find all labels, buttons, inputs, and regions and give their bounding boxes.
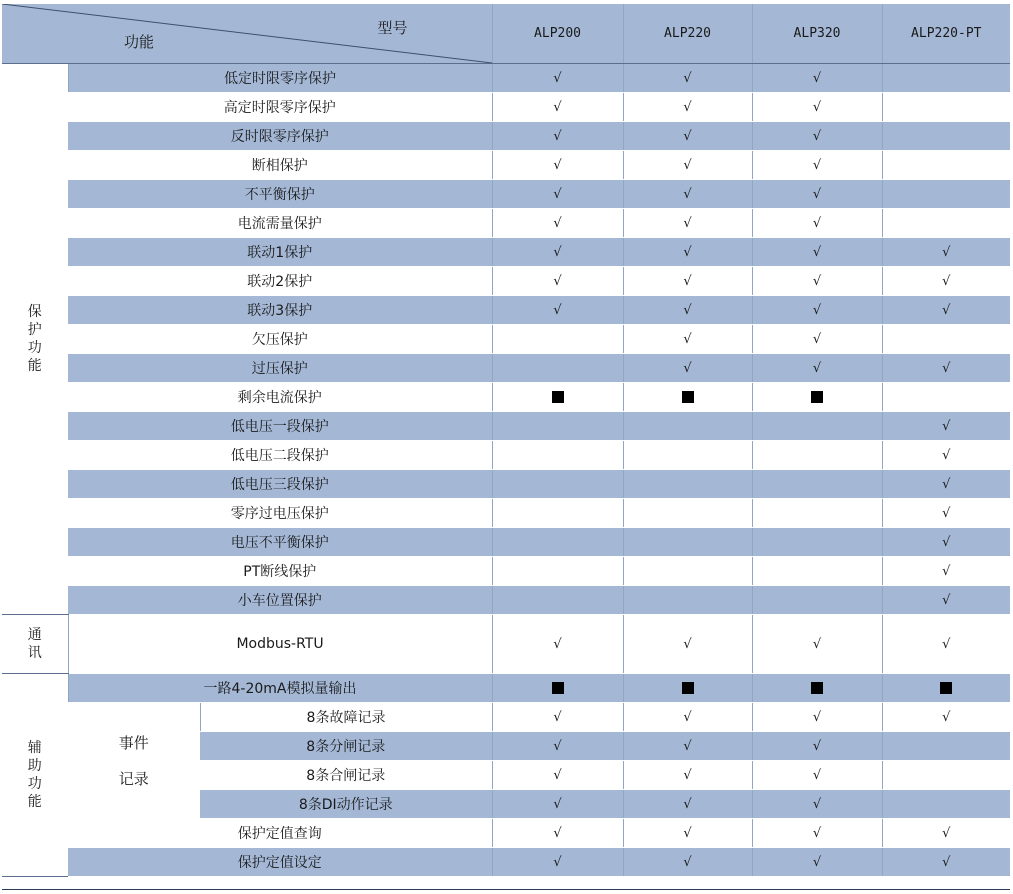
- value-cell: [752, 528, 882, 557]
- table-row: [2, 703, 1010, 732]
- check-mark: √: [683, 244, 692, 260]
- check-mark: √: [812, 186, 822, 202]
- value-cell: [882, 267, 1010, 296]
- check-mark: √: [553, 157, 562, 173]
- value-cell: [492, 383, 623, 412]
- value-cell: [882, 470, 1010, 499]
- check-mark: √: [812, 796, 822, 812]
- check-mark: √: [683, 767, 692, 783]
- value-cell: [882, 122, 1010, 151]
- check-mark: √: [812, 738, 822, 754]
- function-name: 电压不平衡保护: [68, 528, 492, 557]
- value-cell: [752, 586, 882, 615]
- table-row: [2, 528, 1010, 557]
- value-cell: [623, 732, 752, 761]
- function-name: 零序过电压保护: [68, 499, 492, 528]
- communication-category-label: 通讯: [27, 627, 42, 661]
- table-row: [2, 383, 1010, 412]
- value-cell: [492, 470, 623, 499]
- function-name: 断相保护: [68, 151, 492, 180]
- check-mark: √: [683, 157, 692, 173]
- feature-comparison-table: [2, 3, 1010, 877]
- value-cell: [623, 528, 752, 557]
- table-row: [2, 615, 1010, 674]
- value-cell: [492, 209, 623, 238]
- value-cell: [492, 122, 623, 151]
- check-mark: √: [942, 447, 951, 463]
- table-header-row: [2, 4, 1010, 64]
- value-cell: [752, 238, 882, 267]
- table-row: [2, 325, 1010, 354]
- table-row: [2, 64, 1010, 93]
- value-cell: [882, 848, 1010, 877]
- check-mark: √: [683, 331, 692, 347]
- filled-square-icon: [552, 682, 564, 694]
- value-cell: [882, 325, 1010, 354]
- check-mark: √: [553, 70, 562, 86]
- table-row: [2, 819, 1010, 848]
- check-mark: √: [812, 331, 822, 347]
- check-mark: √: [683, 636, 692, 652]
- function-name: 保护定值查询: [68, 819, 492, 848]
- value-cell: [623, 93, 752, 122]
- check-mark: √: [683, 360, 692, 376]
- protection-category: [2, 64, 68, 615]
- check-mark: √: [553, 709, 562, 725]
- check-mark: √: [812, 70, 822, 86]
- value-cell: [752, 93, 882, 122]
- check-mark: √: [812, 215, 822, 231]
- value-cell: [752, 209, 882, 238]
- function-name: 保护定值设定: [68, 848, 492, 877]
- value-cell: [882, 209, 1010, 238]
- function-name: 8条故障记录: [200, 703, 492, 732]
- value-cell: [882, 354, 1010, 383]
- value-cell: [882, 151, 1010, 180]
- value-cell: [492, 296, 623, 325]
- value-cell: [752, 674, 882, 703]
- value-cell: [752, 151, 882, 180]
- function-name: 8条分闸记录: [200, 732, 492, 761]
- value-cell: [752, 732, 882, 761]
- function-name: 联动1保护: [68, 238, 492, 267]
- check-mark: √: [683, 854, 692, 870]
- function-header-label: 功能: [124, 33, 155, 51]
- check-mark: √: [553, 244, 562, 260]
- table-row: [2, 296, 1010, 325]
- value-cell: [623, 354, 752, 383]
- table-row: [2, 848, 1010, 877]
- function-name: 低电压二段保护: [68, 441, 492, 470]
- value-cell: [492, 761, 623, 790]
- table-row: [2, 354, 1010, 383]
- check-mark: √: [942, 636, 951, 652]
- protection-category-label: 保护功能: [27, 304, 42, 374]
- value-cell: [882, 499, 1010, 528]
- check-mark: √: [812, 273, 822, 289]
- value-cell: [752, 441, 882, 470]
- check-mark: √: [812, 360, 822, 376]
- check-mark: √: [683, 128, 692, 144]
- filled-square-icon: [811, 391, 823, 403]
- check-mark: √: [812, 157, 822, 173]
- value-cell: [752, 761, 882, 790]
- value-cell: [492, 557, 623, 586]
- model-header-label: 型号: [377, 19, 408, 37]
- value-cell: [752, 296, 882, 325]
- value-cell: [752, 412, 882, 441]
- function-name: 联动3保护: [68, 296, 492, 325]
- value-cell: [882, 586, 1010, 615]
- check-mark: √: [942, 534, 951, 550]
- value-cell: [882, 528, 1010, 557]
- value-cell: [882, 412, 1010, 441]
- value-cell: [492, 238, 623, 267]
- function-name: 电流需量保护: [68, 209, 492, 238]
- check-mark: √: [553, 636, 562, 652]
- check-mark: √: [553, 738, 562, 754]
- check-mark: √: [553, 796, 562, 812]
- value-cell: [492, 93, 623, 122]
- check-mark: √: [942, 360, 951, 376]
- function-name: 反时限零序保护: [68, 122, 492, 151]
- table-row: [2, 586, 1010, 615]
- function-name: 一路4-20mA模拟量输出: [68, 674, 492, 703]
- check-mark: √: [942, 505, 951, 521]
- table-bottom-border: [2, 889, 1010, 890]
- check-mark: √: [553, 215, 562, 231]
- value-cell: [623, 848, 752, 877]
- check-mark: √: [812, 709, 822, 725]
- check-mark: √: [942, 273, 951, 289]
- value-cell: [752, 267, 882, 296]
- value-cell: [882, 93, 1010, 122]
- function-name: 小车位置保护: [68, 586, 492, 615]
- value-cell: [623, 703, 752, 732]
- model-column-alp220-pt: ALP220-PT: [882, 4, 1010, 64]
- value-cell: [623, 586, 752, 615]
- value-cell: [882, 557, 1010, 586]
- value-cell: [492, 674, 623, 703]
- check-mark: √: [683, 796, 692, 812]
- value-cell: [882, 790, 1010, 819]
- table-row: [2, 674, 1010, 703]
- function-name: 低定时限零序保护: [68, 64, 492, 93]
- table-row: [2, 470, 1010, 499]
- check-mark: √: [942, 563, 951, 579]
- value-cell: [492, 412, 623, 441]
- table-row: [2, 180, 1010, 209]
- value-cell: [623, 122, 752, 151]
- value-cell: [492, 732, 623, 761]
- value-cell: [492, 267, 623, 296]
- check-mark: √: [812, 825, 822, 841]
- value-cell: [623, 615, 752, 674]
- value-cell: [882, 703, 1010, 732]
- filled-square-icon: [682, 391, 694, 403]
- value-cell: [882, 615, 1010, 674]
- function-name: 8条合闸记录: [200, 761, 492, 790]
- check-mark: √: [942, 418, 951, 434]
- check-mark: √: [683, 70, 692, 86]
- event-record-group: [68, 703, 200, 819]
- value-cell: [752, 325, 882, 354]
- check-mark: √: [812, 636, 822, 652]
- model-column-alp320: ALP320: [752, 4, 882, 64]
- value-cell: [623, 557, 752, 586]
- communication-category: [2, 615, 68, 674]
- value-cell: [623, 64, 752, 93]
- value-cell: [492, 64, 623, 93]
- check-mark: √: [553, 854, 562, 870]
- value-cell: [752, 470, 882, 499]
- value-cell: [623, 441, 752, 470]
- value-cell: [492, 354, 623, 383]
- table-row: [2, 412, 1010, 441]
- diagonal-divider: [2, 4, 492, 64]
- value-cell: [492, 441, 623, 470]
- value-cell: [623, 267, 752, 296]
- function-name: Modbus-RTU: [68, 615, 492, 674]
- value-cell: [623, 238, 752, 267]
- check-mark: √: [553, 99, 562, 115]
- value-cell: [492, 819, 623, 848]
- value-cell: [882, 238, 1010, 267]
- check-mark: √: [683, 709, 692, 725]
- check-mark: √: [683, 186, 692, 202]
- function-name: 高定时限零序保护: [68, 93, 492, 122]
- value-cell: [623, 325, 752, 354]
- value-cell: [752, 122, 882, 151]
- value-cell: [882, 674, 1010, 703]
- value-cell: [623, 819, 752, 848]
- value-cell: [882, 761, 1010, 790]
- model-column-alp220: ALP220: [623, 4, 752, 64]
- value-cell: [752, 557, 882, 586]
- value-cell: [752, 499, 882, 528]
- value-cell: [752, 354, 882, 383]
- check-mark: √: [942, 476, 951, 492]
- value-cell: [752, 64, 882, 93]
- value-cell: [492, 325, 623, 354]
- table-row: [2, 93, 1010, 122]
- check-mark: √: [553, 302, 562, 318]
- function-name: 联动2保护: [68, 267, 492, 296]
- check-mark: √: [812, 302, 822, 318]
- check-mark: √: [553, 128, 562, 144]
- value-cell: [492, 180, 623, 209]
- value-cell: [623, 761, 752, 790]
- table-row: [2, 238, 1010, 267]
- value-cell: [623, 470, 752, 499]
- value-cell: [882, 732, 1010, 761]
- value-cell: [623, 412, 752, 441]
- value-cell: [623, 790, 752, 819]
- value-cell: [623, 296, 752, 325]
- value-cell: [492, 848, 623, 877]
- filled-square-icon: [811, 682, 823, 694]
- function-name: 过压保护: [68, 354, 492, 383]
- check-mark: √: [553, 767, 562, 783]
- value-cell: [492, 528, 623, 557]
- value-cell: [752, 790, 882, 819]
- check-mark: √: [942, 709, 951, 725]
- table-row: [2, 267, 1010, 296]
- value-cell: [623, 151, 752, 180]
- filled-square-icon: [940, 682, 952, 694]
- value-cell: [492, 151, 623, 180]
- value-cell: [752, 383, 882, 412]
- check-mark: √: [683, 215, 692, 231]
- table-row: [2, 151, 1010, 180]
- function-name: 欠压保护: [68, 325, 492, 354]
- check-mark: √: [812, 128, 822, 144]
- value-cell: [492, 615, 623, 674]
- table-row: [2, 122, 1010, 151]
- model-column-alp200: ALP200: [492, 4, 623, 64]
- check-mark: √: [812, 99, 822, 115]
- value-cell: [882, 180, 1010, 209]
- check-mark: √: [553, 186, 562, 202]
- value-cell: [752, 180, 882, 209]
- value-cell: [492, 703, 623, 732]
- table-row: [2, 499, 1010, 528]
- check-mark: √: [942, 592, 951, 608]
- table-row: [2, 209, 1010, 238]
- function-name: 8条DI动作记录: [200, 790, 492, 819]
- value-cell: [752, 703, 882, 732]
- check-mark: √: [812, 244, 822, 260]
- check-mark: √: [942, 854, 951, 870]
- value-cell: [882, 64, 1010, 93]
- value-cell: [752, 819, 882, 848]
- table-row: [2, 557, 1010, 586]
- check-mark: √: [553, 825, 562, 841]
- check-mark: √: [683, 99, 692, 115]
- function-name: 不平衡保护: [68, 180, 492, 209]
- value-cell: [623, 674, 752, 703]
- function-name: 低电压三段保护: [68, 470, 492, 499]
- value-cell: [623, 383, 752, 412]
- auxiliary-category-label: 辅助功能: [27, 740, 42, 810]
- header-corner-cell: [2, 4, 492, 64]
- check-mark: √: [683, 302, 692, 318]
- value-cell: [882, 296, 1010, 325]
- value-cell: [492, 586, 623, 615]
- check-mark: √: [942, 302, 951, 318]
- check-mark: √: [812, 767, 822, 783]
- value-cell: [623, 499, 752, 528]
- table-row: [2, 441, 1010, 470]
- check-mark: √: [683, 273, 692, 289]
- value-cell: [882, 441, 1010, 470]
- check-mark: √: [683, 825, 692, 841]
- value-cell: [492, 790, 623, 819]
- auxiliary-category: [2, 674, 68, 877]
- function-name: PT断线保护: [68, 557, 492, 586]
- filled-square-icon: [682, 682, 694, 694]
- event-record-label-line1: 事件: [118, 733, 149, 752]
- value-cell: [623, 180, 752, 209]
- check-mark: √: [942, 244, 951, 260]
- check-mark: √: [812, 854, 822, 870]
- check-mark: √: [553, 273, 562, 289]
- check-mark: √: [942, 825, 951, 841]
- check-mark: √: [683, 738, 692, 754]
- value-cell: [492, 499, 623, 528]
- function-name: 低电压一段保护: [68, 412, 492, 441]
- value-cell: [623, 209, 752, 238]
- function-name: 剩余电流保护: [68, 383, 492, 412]
- value-cell: [752, 615, 882, 674]
- value-cell: [882, 819, 1010, 848]
- value-cell: [752, 848, 882, 877]
- filled-square-icon: [552, 391, 564, 403]
- value-cell: [882, 383, 1010, 412]
- event-record-label-line2: 记录: [118, 769, 149, 788]
